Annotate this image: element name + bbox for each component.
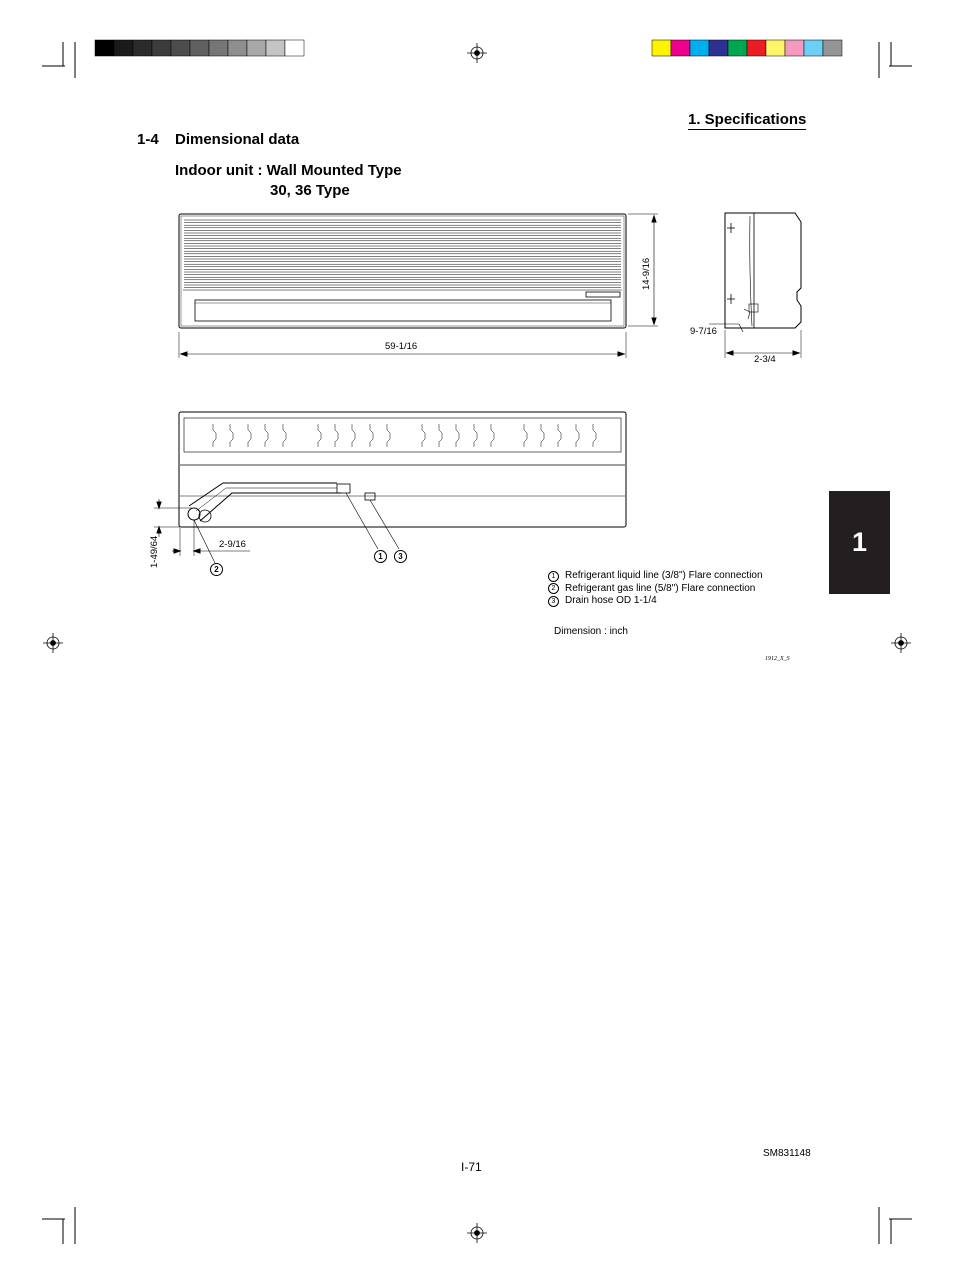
section-subtitle-line2: 30, 36 Type [270,182,350,199]
color-calibration-bar [652,40,842,56]
rear-clip [524,424,527,447]
grayscale-calibration-bar [95,40,304,56]
rear-pipe-height-dimension: 1-49/64 [149,535,160,568]
gray-swatch [228,40,247,56]
gray-swatch [133,40,152,56]
color-swatch [766,40,785,56]
rear-clip [491,424,494,447]
legend-item [548,583,763,596]
gray-swatch [266,40,285,56]
document-number: SM831148 [763,1148,811,1159]
rear-clip [439,424,442,447]
page-number: I-71 [461,1160,482,1174]
color-swatch [747,40,766,56]
gray-swatch [190,40,209,56]
section-heading [137,131,299,148]
dimension-unit-note: Dimension : inch [554,626,628,637]
rear-clip [230,424,233,447]
gray-swatch [95,40,114,56]
legend-item [548,570,763,583]
side-depth-dimension: 9-7/16 [690,326,717,337]
rear-clip [318,424,321,447]
gray-swatch [247,40,266,56]
section-subtitle-line1: Indoor unit : Wall Mounted Type [175,162,402,179]
rear-clip [370,424,373,447]
side-view-drawing [709,213,801,358]
chapter-tab: 1 [829,491,890,594]
callout-1: 1 [374,550,387,563]
crop-marks [42,42,912,1244]
front-view-drawing [179,214,658,358]
color-swatch [709,40,728,56]
legend-number: 1 [548,571,559,582]
legend-text: Refrigerant liquid line (3/8") Flare connection [565,570,763,581]
drawing-code: 1912_X_S [765,656,790,662]
registration-marks [43,43,911,1243]
rear-clip [248,424,251,447]
front-width-dimension: 59-1/16 [385,341,418,352]
rear-clip [387,424,390,447]
color-swatch [652,40,671,56]
rear-clip [456,424,459,447]
rear-clip [213,424,216,447]
side-offset-dimension: 2-3/4 [754,354,776,365]
rear-clip [593,424,596,447]
legend-item [548,595,763,608]
legend-number: 3 [548,596,559,607]
color-swatch [671,40,690,56]
gray-swatch [209,40,228,56]
rear-clip [335,424,338,447]
color-swatch [823,40,842,56]
rear-pipe-offset-dimension: 2-9/16 [219,539,246,550]
gray-swatch [285,40,304,56]
section-title: Dimensional data [175,131,300,148]
rear-clip [352,424,355,447]
rear-clip [265,424,268,447]
gray-swatch [114,40,133,56]
rear-clip [541,424,544,447]
front-height-dimension: 14-9/16 [641,257,652,290]
callout-3: 3 [394,550,407,563]
rear-clip [558,424,561,447]
rear-clip [576,424,579,447]
callout-2: 2 [210,563,223,576]
rear-clip [474,424,477,447]
legend-number: 2 [548,583,559,594]
gray-swatch [171,40,190,56]
chapter-header-title: 1. Specifications [688,111,807,128]
rear-clip [422,424,425,447]
legend-text: Drain hose OD 1-1/4 [565,595,657,606]
section-number: 1-4 [137,131,159,148]
color-swatch [728,40,747,56]
gray-swatch [152,40,171,56]
rear-clip [283,424,286,447]
legend-text: Refrigerant gas line (5/8") Flare connection [565,582,756,594]
color-swatch [804,40,823,56]
color-swatch [690,40,709,56]
legend [548,570,763,608]
color-swatch [785,40,804,56]
